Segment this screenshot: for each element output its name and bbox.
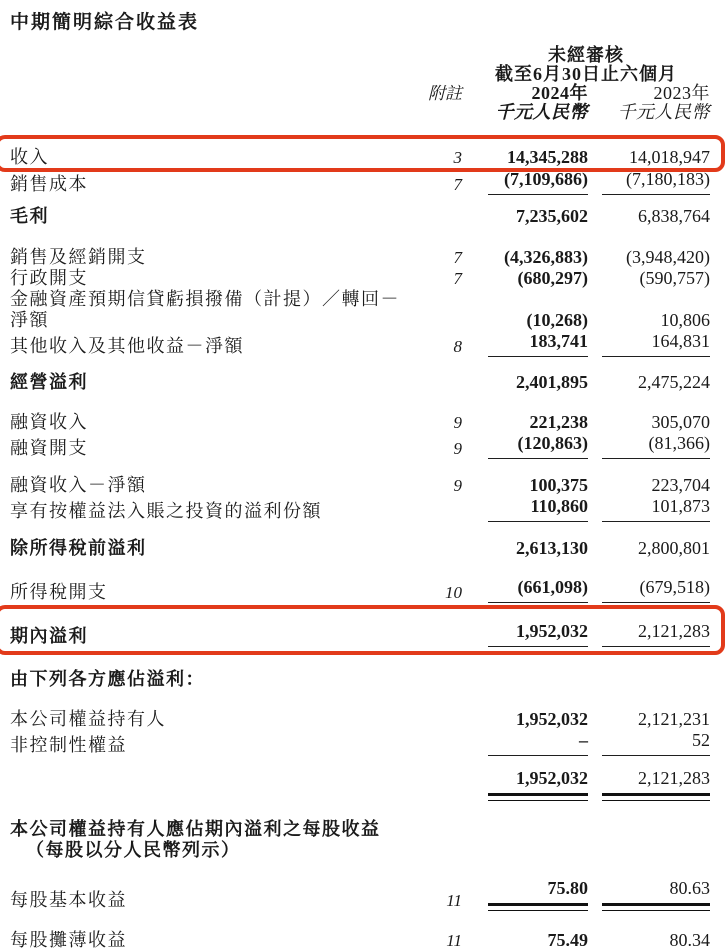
value-2024-share-of-profit-equity-method-investments <box>488 496 588 522</box>
row-revenue <box>0 147 720 168</box>
value-2024-finance-income <box>488 412 588 433</box>
value-2023-finance-income <box>602 412 710 433</box>
value-text: (81,366) <box>648 433 710 453</box>
row-equity-holders-of-company <box>0 709 720 730</box>
value-2024-revenue <box>488 147 588 168</box>
value-2023-cost-of-sales <box>602 169 710 195</box>
value-text: (680,297) <box>517 268 588 288</box>
row-finance-income <box>0 412 720 433</box>
note-finance-income-net: 9 <box>453 476 462 495</box>
note-revenue: 3 <box>453 148 462 167</box>
note-basic-eps: 11 <box>446 891 462 910</box>
header-row-years <box>0 84 720 103</box>
value-text: (679,518) <box>639 577 710 597</box>
value-text: 2,613,130 <box>516 538 588 558</box>
value-text: 2,475,224 <box>638 372 710 392</box>
header-unit-2024: 千元人民幣 <box>495 102 588 122</box>
value-2024-operating-profit <box>488 372 588 393</box>
value-text: 110,860 <box>530 496 588 516</box>
value-text: 10,806 <box>660 310 710 330</box>
label-profit-before-income-tax: 除所得稅前溢利 <box>10 538 147 558</box>
header-row-period <box>0 65 720 84</box>
label-non-controlling-interests: 非控制性權益 <box>10 735 127 755</box>
single-rule <box>488 193 588 195</box>
row-share-of-profit-equity-method-investments <box>0 496 720 522</box>
row-eps-heading-line1 <box>0 819 720 840</box>
single-rule <box>488 355 588 357</box>
label-operating-profit: 經營溢利 <box>10 372 88 392</box>
row-selling-distribution-expenses <box>0 247 720 268</box>
single-rule <box>488 457 588 459</box>
row-gross-profit <box>0 206 720 227</box>
value-2023-gross-profit <box>602 206 710 227</box>
value-text: 80.63 <box>669 878 710 898</box>
value-2023-profit-before-income-tax <box>602 538 710 559</box>
row-cost-of-sales <box>0 169 720 195</box>
value-text: 221,238 <box>529 412 588 432</box>
value-2024-other-income-gains-net <box>488 331 588 357</box>
value-2024-cost-of-sales <box>488 169 588 195</box>
value-2023-administrative-expenses <box>602 268 710 289</box>
single-rule <box>602 601 710 603</box>
label-finance-income-net: 融資收入－淨額 <box>10 475 147 495</box>
value-text: 2,401,895 <box>516 372 588 392</box>
value-text: 1,952,032 <box>516 768 588 788</box>
value-2023-profit-for-the-period <box>602 621 710 647</box>
value-text: 2,121,283 <box>638 768 710 788</box>
value-2023-ecl-provision-reversal-net <box>602 310 710 331</box>
value-text: 75.80 <box>547 878 588 898</box>
page-title: 中期簡明綜合收益表 <box>10 12 200 33</box>
value-text: (10,268) <box>526 310 588 330</box>
value-text: 80.34 <box>669 930 710 950</box>
value-text: (120,863) <box>517 433 588 453</box>
value-2023-non-controlling-interests <box>602 730 710 756</box>
value-2024-finance-income-net <box>488 475 588 496</box>
value-2023-finance-income-net <box>602 475 710 496</box>
value-text: 101,873 <box>651 496 710 516</box>
header-note-label: 附註 <box>428 84 462 103</box>
row-ecl-provision-reversal-net <box>0 289 720 331</box>
label-selling-distribution-expenses: 銷售及經銷開支 <box>10 247 147 267</box>
header-unit-2023: 千元人民幣 <box>617 102 710 122</box>
note-finance-costs: 9 <box>453 439 462 458</box>
value-2024-profit-for-the-period <box>488 621 588 647</box>
value-text: (4,326,883) <box>504 247 588 267</box>
value-2024-finance-costs <box>488 433 588 459</box>
note-income-tax-expense: 10 <box>445 583 462 602</box>
value-text: 1,952,032 <box>516 621 588 641</box>
value-2023-revenue <box>602 147 710 168</box>
value-2024-basic-eps <box>488 878 588 911</box>
row-non-controlling-interests <box>0 730 720 756</box>
statement-rows <box>0 147 720 951</box>
row-other-income-gains-net <box>0 331 720 357</box>
value-text: 183,741 <box>529 331 588 351</box>
note-selling-distribution-expenses: 7 <box>453 248 462 267</box>
label-finance-costs: 融資開支 <box>10 438 88 458</box>
value-2023-equity-holders-of-company <box>602 709 710 730</box>
double-rule <box>488 793 588 801</box>
row-finance-costs <box>0 433 720 459</box>
header-period-label: 截至6月30日止六個月 <box>495 64 677 84</box>
label-eps-heading-line1: 本公司權益持有人應佔期內溢利之每股收益 <box>10 819 381 839</box>
value-text: 100,375 <box>529 475 588 495</box>
value-text: (7,180,183) <box>626 169 710 189</box>
note-cost-of-sales: 7 <box>453 175 462 194</box>
label-basic-eps: 每股基本收益 <box>10 890 127 910</box>
row-finance-income-net <box>0 475 720 496</box>
row-income-tax-expense <box>0 577 720 603</box>
single-rule <box>602 355 710 357</box>
label-diluted-eps: 每股攤薄收益 <box>10 930 127 950</box>
value-2024-administrative-expenses <box>488 268 588 289</box>
single-rule <box>602 520 710 522</box>
value-2024-selling-distribution-expenses <box>488 247 588 268</box>
single-rule <box>488 645 588 647</box>
value-2024-ecl-provision-reversal-net <box>488 310 588 331</box>
value-2023-finance-costs <box>602 433 710 459</box>
row-operating-profit <box>0 372 720 393</box>
label-eps-heading-line2: （每股以分人民幣列示） <box>26 840 241 860</box>
header-year-2024: 2024年 <box>531 83 588 103</box>
label-ecl-provision-reversal-net: 金融資產預期信貸虧損撥備（計提）／轉回－淨額 <box>10 289 400 330</box>
label-attributable-to-heading: 由下列各方應佔溢利： <box>10 669 205 689</box>
header-year-2023: 2023年 <box>653 83 710 103</box>
value-2023-share-of-profit-equity-method-investments <box>602 496 710 522</box>
label-revenue: 收入 <box>10 147 49 167</box>
value-2023-other-income-gains-net <box>602 331 710 357</box>
label-gross-profit: 毛利 <box>10 206 49 226</box>
value-text: 223,704 <box>651 475 710 495</box>
label-other-income-gains-net: 其他收入及其他收益－淨額 <box>10 336 244 356</box>
value-text: 164,831 <box>651 331 710 351</box>
value-2023-diluted-eps <box>602 930 710 951</box>
single-rule <box>488 520 588 522</box>
highlight-wrapper-revenue <box>0 147 720 168</box>
value-text: 6,838,764 <box>638 206 710 226</box>
row-profit-before-income-tax <box>0 538 720 559</box>
value-text: 7,235,602 <box>516 206 588 226</box>
value-text: 2,121,231 <box>638 709 710 729</box>
single-rule <box>602 754 710 756</box>
label-income-tax-expense: 所得稅開支 <box>10 582 108 602</box>
table-header <box>0 46 720 122</box>
value-2023-basic-eps <box>602 878 710 911</box>
value-text: (590,757) <box>639 268 710 288</box>
row-total-profit <box>0 768 720 801</box>
double-rule <box>602 793 710 801</box>
header-unaudited-label: 未經審核 <box>548 45 624 65</box>
label-equity-holders-of-company: 本公司權益持有人 <box>10 709 166 729</box>
value-text: 2,121,283 <box>638 621 710 641</box>
row-basic-eps <box>0 878 720 911</box>
value-2024-non-controlling-interests <box>488 730 588 756</box>
row-eps-heading-line2 <box>0 840 720 861</box>
row-administrative-expenses <box>0 268 720 289</box>
note-other-income-gains-net: 8 <box>453 337 462 356</box>
single-rule <box>602 645 710 647</box>
value-2024-equity-holders-of-company <box>488 709 588 730</box>
label-cost-of-sales: 銷售成本 <box>10 174 88 194</box>
value-text: 2,800,801 <box>638 538 710 558</box>
single-rule <box>602 457 710 459</box>
note-finance-income: 9 <box>453 413 462 432</box>
label-administrative-expenses: 行政開支 <box>10 268 88 288</box>
double-rule <box>602 903 710 911</box>
value-text: (661,098) <box>517 577 588 597</box>
row-diluted-eps <box>0 930 720 951</box>
header-row-unaudited <box>0 46 720 65</box>
note-administrative-expenses: 7 <box>453 269 462 288</box>
value-2023-operating-profit <box>602 372 710 393</box>
double-rule <box>488 903 588 911</box>
value-2023-total-profit <box>602 768 710 801</box>
row-profit-for-the-period <box>0 621 720 647</box>
value-2023-income-tax-expense <box>602 577 710 603</box>
single-rule <box>488 754 588 756</box>
value-2024-gross-profit <box>488 206 588 227</box>
highlight-wrapper-profit-for-the-period <box>0 621 720 647</box>
value-text: 14,018,947 <box>629 147 710 167</box>
value-2024-total-profit <box>488 768 588 801</box>
value-text: 75.49 <box>547 930 588 950</box>
value-text: 305,070 <box>651 412 710 432</box>
label-profit-for-the-period: 期內溢利 <box>10 626 88 646</box>
value-2024-diluted-eps <box>488 930 588 951</box>
value-text: (7,109,686) <box>504 169 588 189</box>
note-diluted-eps: 11 <box>446 931 462 950</box>
row-attributable-to-heading <box>0 669 720 690</box>
value-2023-selling-distribution-expenses <box>602 247 710 268</box>
value-text: (3,948,420) <box>626 247 710 267</box>
value-2024-income-tax-expense <box>488 577 588 603</box>
value-text: 14,345,288 <box>507 147 588 167</box>
single-rule <box>602 193 710 195</box>
value-2024-profit-before-income-tax <box>488 538 588 559</box>
header-row-units <box>0 103 720 122</box>
label-share-of-profit-equity-method-investments: 享有按權益法入賬之投資的溢利份額 <box>10 501 322 521</box>
single-rule <box>488 601 588 603</box>
value-text: 1,952,032 <box>516 709 588 729</box>
value-text: – <box>579 730 588 750</box>
label-finance-income: 融資收入 <box>10 412 88 432</box>
value-text: 52 <box>692 730 710 750</box>
